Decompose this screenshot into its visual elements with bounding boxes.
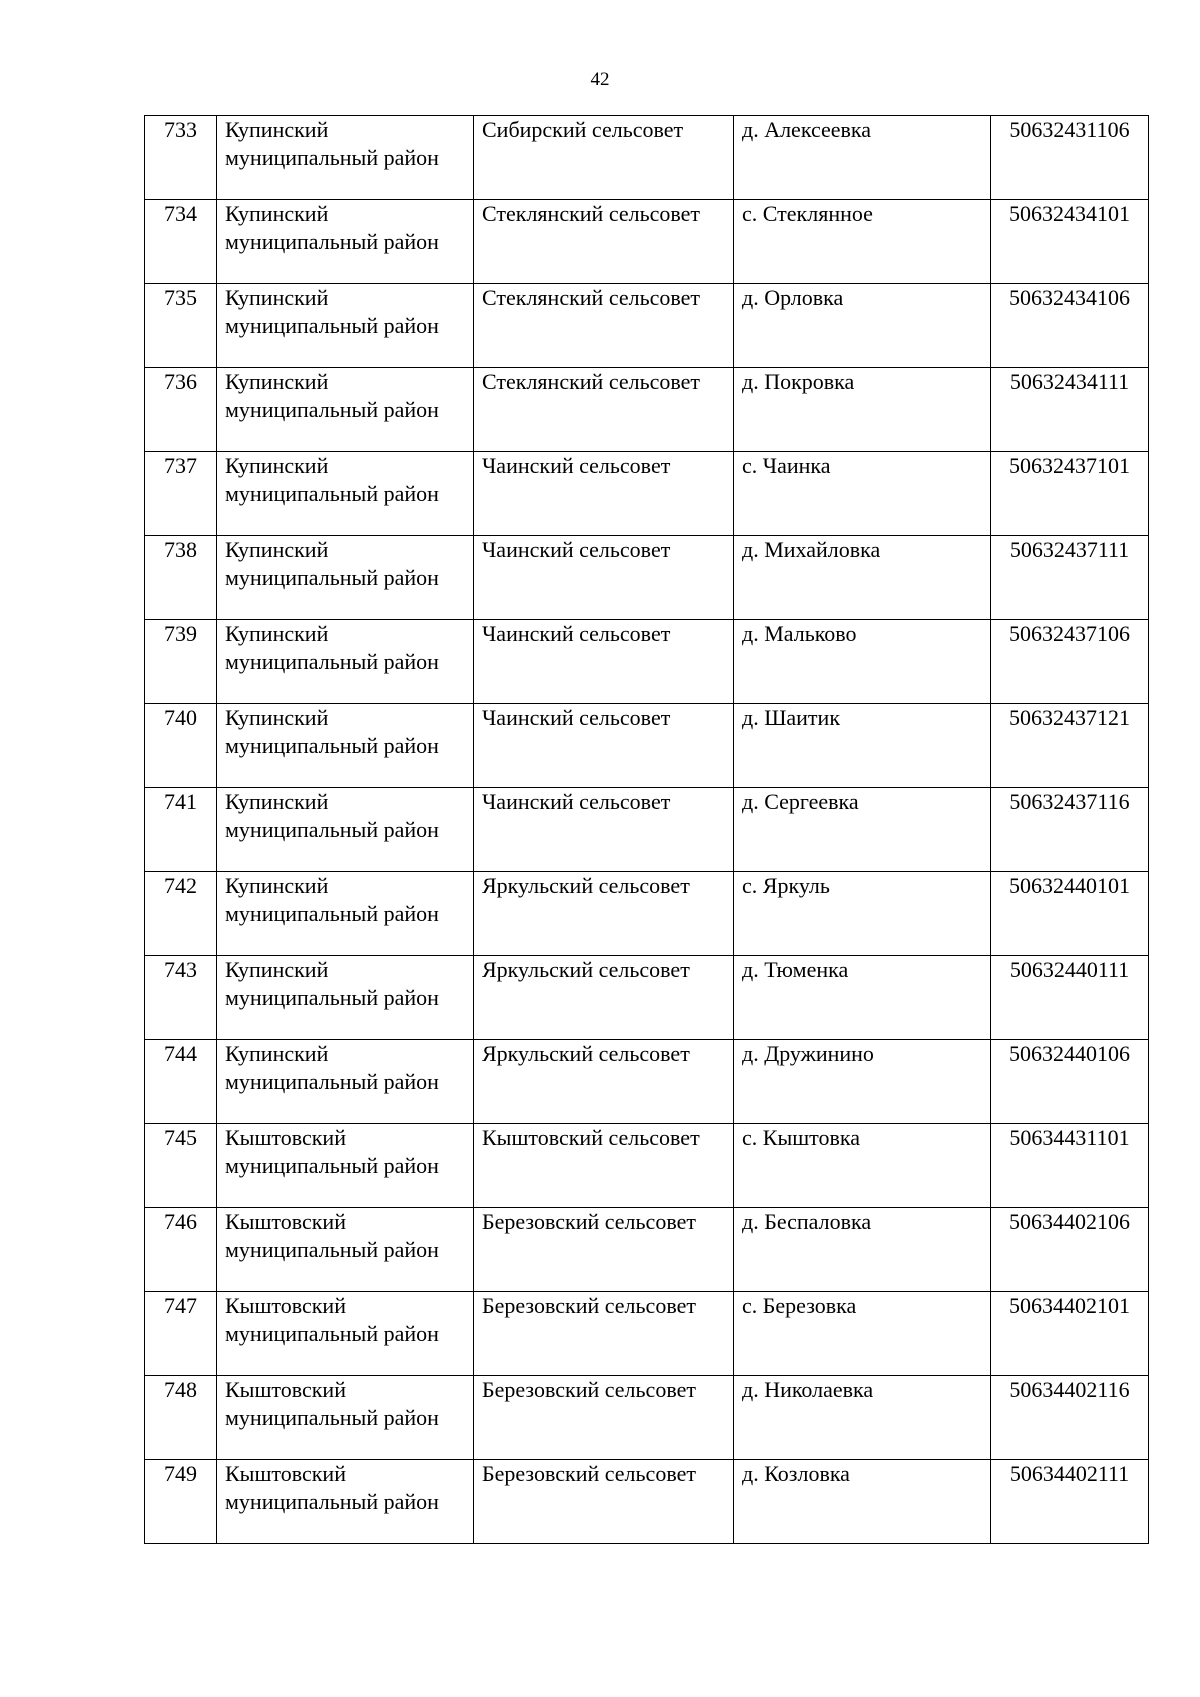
row-number-cell: 747 <box>145 1292 217 1376</box>
district-cell: Кыштовский муниципальный район <box>217 1208 474 1292</box>
code-cell: 50632434106 <box>991 284 1149 368</box>
locality-cell: д. Орловка <box>734 284 991 368</box>
district-cell: Купинский муниципальный район <box>217 1040 474 1124</box>
table-row <box>145 1292 1149 1376</box>
settlements-table <box>144 115 1149 1544</box>
district-cell: Купинский муниципальный район <box>217 368 474 452</box>
district-cell: Купинский муниципальный район <box>217 452 474 536</box>
council-cell: Стеклянский сельсовет <box>474 200 734 284</box>
locality-cell: д. Беспаловка <box>734 1208 991 1292</box>
locality-cell: д. Михайловка <box>734 536 991 620</box>
table-row <box>145 1376 1149 1460</box>
locality-cell: д. Шаитик <box>734 704 991 788</box>
locality-cell: с. Стеклянное <box>734 200 991 284</box>
table-row <box>145 872 1149 956</box>
table-row <box>145 1460 1149 1544</box>
row-number-cell: 744 <box>145 1040 217 1124</box>
row-number-cell: 734 <box>145 200 217 284</box>
row-number-cell: 741 <box>145 788 217 872</box>
locality-cell: д. Николаевка <box>734 1376 991 1460</box>
locality-cell: д. Алексеевка <box>734 116 991 200</box>
table-row <box>145 200 1149 284</box>
row-number-cell: 735 <box>145 284 217 368</box>
table-row <box>145 956 1149 1040</box>
council-cell: Березовский сельсовет <box>474 1292 734 1376</box>
table-row <box>145 284 1149 368</box>
code-cell: 50634402106 <box>991 1208 1149 1292</box>
council-cell: Березовский сельсовет <box>474 1460 734 1544</box>
table-row <box>145 116 1149 200</box>
table-row <box>145 1124 1149 1208</box>
locality-cell: с. Чаинка <box>734 452 991 536</box>
locality-cell: с. Яркуль <box>734 872 991 956</box>
row-number-cell: 748 <box>145 1376 217 1460</box>
row-number-cell: 749 <box>145 1460 217 1544</box>
code-cell: 50632437101 <box>991 452 1149 536</box>
row-number-cell: 742 <box>145 872 217 956</box>
locality-cell: с. Березовка <box>734 1292 991 1376</box>
table-row <box>145 704 1149 788</box>
district-cell: Кыштовский муниципальный район <box>217 1376 474 1460</box>
council-cell: Стеклянский сельсовет <box>474 368 734 452</box>
council-cell: Кыштовский сельсовет <box>474 1124 734 1208</box>
locality-cell: д. Сергеевка <box>734 788 991 872</box>
code-cell: 50634402116 <box>991 1376 1149 1460</box>
table-row <box>145 452 1149 536</box>
row-number-cell: 736 <box>145 368 217 452</box>
council-cell: Яркульский сельсовет <box>474 872 734 956</box>
district-cell: Купинский муниципальный район <box>217 620 474 704</box>
table-row <box>145 1040 1149 1124</box>
district-cell: Купинский муниципальный район <box>217 872 474 956</box>
table-row <box>145 368 1149 452</box>
council-cell: Чаинский сельсовет <box>474 452 734 536</box>
row-number-cell: 737 <box>145 452 217 536</box>
district-cell: Купинский муниципальный район <box>217 788 474 872</box>
locality-cell: с. Кыштовка <box>734 1124 991 1208</box>
code-cell: 50632434101 <box>991 200 1149 284</box>
code-cell: 50634431101 <box>991 1124 1149 1208</box>
row-number-cell: 733 <box>145 116 217 200</box>
code-cell: 50632440111 <box>991 956 1149 1040</box>
row-number-cell: 738 <box>145 536 217 620</box>
council-cell: Сибирский сельсовет <box>474 116 734 200</box>
code-cell: 50632434111 <box>991 368 1149 452</box>
row-number-cell: 739 <box>145 620 217 704</box>
council-cell: Березовский сельсовет <box>474 1376 734 1460</box>
table-row <box>145 1208 1149 1292</box>
locality-cell: д. Покровка <box>734 368 991 452</box>
district-cell: Кыштовский муниципальный район <box>217 1124 474 1208</box>
locality-cell: д. Козловка <box>734 1460 991 1544</box>
council-cell: Чаинский сельсовет <box>474 788 734 872</box>
district-cell: Купинский муниципальный район <box>217 200 474 284</box>
district-cell: Кыштовский муниципальный район <box>217 1460 474 1544</box>
table-row <box>145 536 1149 620</box>
page-number: 42 <box>590 69 610 90</box>
council-cell: Березовский сельсовет <box>474 1208 734 1292</box>
table-row <box>145 620 1149 704</box>
row-number-cell: 745 <box>145 1124 217 1208</box>
locality-cell: д. Дружинино <box>734 1040 991 1124</box>
table-body <box>145 116 1149 1544</box>
code-cell: 50632437106 <box>991 620 1149 704</box>
council-cell: Чаинский сельсовет <box>474 536 734 620</box>
council-cell: Яркульский сельсовет <box>474 1040 734 1124</box>
district-cell: Купинский муниципальный район <box>217 284 474 368</box>
row-number-cell: 743 <box>145 956 217 1040</box>
district-cell: Купинский муниципальный район <box>217 956 474 1040</box>
code-cell: 50634402111 <box>991 1460 1149 1544</box>
district-cell: Кыштовский муниципальный район <box>217 1292 474 1376</box>
code-cell: 50632440101 <box>991 872 1149 956</box>
district-cell: Купинский муниципальный район <box>217 536 474 620</box>
code-cell: 50632431106 <box>991 116 1149 200</box>
locality-cell: д. Тюменка <box>734 956 991 1040</box>
table-row <box>145 788 1149 872</box>
code-cell: 50632440106 <box>991 1040 1149 1124</box>
code-cell: 50632437116 <box>991 788 1149 872</box>
district-cell: Купинский муниципальный район <box>217 704 474 788</box>
row-number-cell: 746 <box>145 1208 217 1292</box>
code-cell: 50632437121 <box>991 704 1149 788</box>
code-cell: 50634402101 <box>991 1292 1149 1376</box>
row-number-cell: 740 <box>145 704 217 788</box>
locality-cell: д. Мальково <box>734 620 991 704</box>
council-cell: Чаинский сельсовет <box>474 704 734 788</box>
code-cell: 50632437111 <box>991 536 1149 620</box>
council-cell: Чаинский сельсовет <box>474 620 734 704</box>
district-cell: Купинский муниципальный район <box>217 116 474 200</box>
council-cell: Яркульский сельсовет <box>474 956 734 1040</box>
council-cell: Стеклянский сельсовет <box>474 284 734 368</box>
